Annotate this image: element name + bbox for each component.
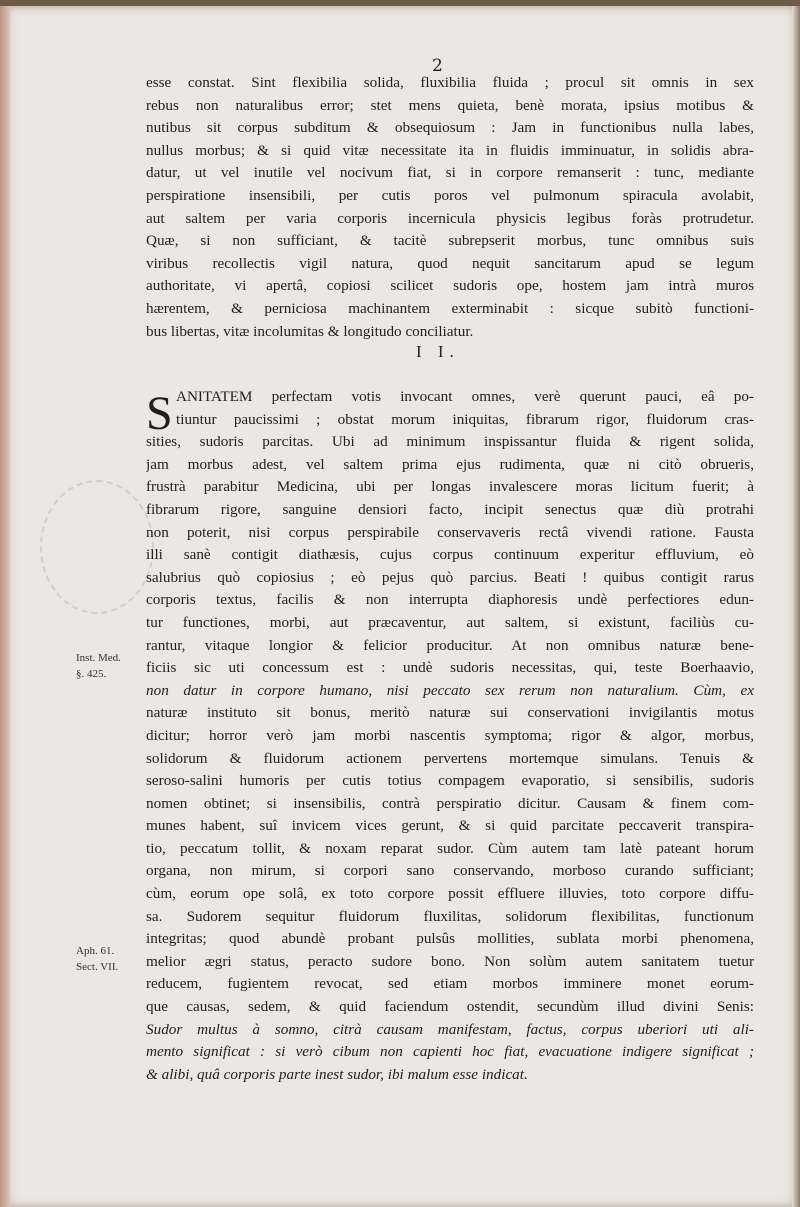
text-line: non poterit, nisi corpus perspirabile conservaveris rectâ vivendi ratione. Fausta [146, 523, 754, 541]
text-line: ficiis sic uti concessum est : undè sudoris necessitas, qui, teste Boerhaavio, [146, 659, 754, 677]
margin-note-citation [76, 650, 121, 682]
text-line: naturæ instituto sit bonus, meritò naturæ sui conservationi invigilantis motus [146, 704, 754, 722]
margin-note-aphorism [76, 943, 118, 975]
library-stamp [40, 480, 154, 614]
text-line: reducem, fugientem revocat, sed etiam morbos imminere monet eorum- [146, 975, 754, 993]
text-line: nomen obtinet; si insensibilis, contrà perspiratio dicitur. Causam & finem com- [146, 794, 754, 812]
text-line: frustrà parabitur Medicina, ubi per longas invalescere moras licitum fuerit; à [146, 478, 754, 496]
text-line: nullus morbus; & si quid vitæ necessitate ita in fluidis imminuatur, in solidis abra- [146, 141, 754, 159]
text-line: perspiratione insensibili, per cutis poros vel pulmonum spiracula avolabit, [146, 186, 754, 204]
text-line: melior ægri status, peracto sudore bono. Non solùm autem sanitatem tuetur [146, 952, 754, 970]
text-line: salubrius quò copiosius ; eò pejus quò parcius. Beati ! quibus contigit rarus [146, 568, 754, 586]
text-line: munes habent, suî invicem vices gerunt, & si quid parcitate peccaverit transpira- [146, 817, 754, 835]
margin-note-line: Aph. 61. [76, 945, 115, 957]
text-line: mento significat : si verò cibum non capienti hoc fiat, evacuatione indigere significat ; [146, 1043, 754, 1061]
text-line: Sudor multus à somno, citrà causam manifestam, factus, corpus uberiori uti ali- [146, 1020, 754, 1038]
text-line: rebus non naturalibus error; stet mens quieta, benè morata, ipsius motibus & [146, 96, 754, 114]
margin-note-line: §. 425. [76, 668, 107, 680]
page-right-edge [792, 6, 800, 1207]
margin-note-line: Sect. VII. [76, 961, 119, 973]
text-line: sa. Sudorem sequitur fluidorum fluxilitas, solidorum flexibilitas, functionum [146, 907, 754, 925]
text-line: ANITATEM perfectam votis invocant omnes, verè querunt pauci, eâ po- [176, 388, 754, 405]
text-line: authoritate, vi apertâ, copiosi scilicet sudoris ope, hostem jam intrà muros [146, 277, 754, 295]
intro-paragraph [146, 72, 754, 343]
page-left-edge [0, 6, 10, 1207]
text-line: seroso-salini humoris per cutis totius compagem evaporatio, si sensibilis, sudoris [146, 772, 754, 790]
text-line: cùm, eorum ope solâ, ex toto corpore possit effluere illuvies, toto corpore diffu- [146, 885, 754, 903]
text-line: datur, ut vel inutile vel nocivum fiat, si in corpore remanserit : tunc, mediante [146, 164, 754, 182]
text-line: que causas, sedem, & quid faciendum ostendit, secundùm illud divini Senis: [146, 998, 754, 1016]
text-line: esse constat. Sint flexibilia solida, fluxibilia fluida ; procul sit omnis in sex [146, 74, 754, 91]
text-line: sities, sudoris parcitas. Ubi ad minimum inspissantur fluida & rigent solida, [146, 433, 754, 451]
text-line: viribus recollectis vigil natura, quod nequit sancitarum apud se legum [146, 254, 754, 272]
text-line: illi sanè contigit diathæsis, cujus corpus continuum experitur effluvium, eò [146, 546, 754, 564]
text-line: rantur, vitaque longior & felicior producitur. At non omnibus naturæ bene- [146, 636, 754, 654]
text-line: integritas; quod abundè probant pulsûs mollities, sublata morbi phenomena, [146, 930, 754, 948]
page-number: 2 [432, 56, 443, 76]
text-line: corporis textus, facilis & non interrupta diaphoresis undè perfectiores edun- [146, 591, 754, 609]
text-line: Quæ, si non sufficiant, & tacitè subrepserit morbus, tunc omnibus suis [146, 232, 754, 250]
text-line: hærentem, & perniciosa machinantem exterminabit : sicque subitò functioni- [146, 299, 754, 317]
text-line: & alibi, quâ corporis parte inest sudor, ibi malum esse indicat. [146, 1065, 528, 1083]
text-line: tiuntur paucissimi ; obstat morum iniquitas, fibrarum rigor, fluidorum cras- [176, 410, 754, 428]
margin-note-line: Inst. Med. [76, 652, 121, 664]
text-line: fibrarum rigore, sanguine densiori facto, incipit senectus quæ diù protrahi [146, 500, 754, 518]
text-line: bus libertas, vitæ incolumitas & longitudo conciliatur. [146, 322, 474, 340]
text-line: dicitur; horror verò jam morbi nascentis symptoma; rigor & algor, morbus, [146, 726, 754, 744]
text-line: tur functiones, morbi, aut præcaventur, aut saltem, si existunt, faciliùs cu- [146, 613, 754, 631]
text-line: jam morbus adest, vel saltem prima ejus rudimenta, quæ ni citò obrueris, [146, 455, 754, 473]
text-line: organa, non mirum, si corpori sano conservando, morboso curando sufficiant; [146, 862, 754, 880]
text-line: non datur in corpore humano, nisi peccato sex rerum non naturalium. Cùm, ex [146, 681, 754, 699]
section-heading: I I. [416, 342, 460, 361]
drop-cap: S [146, 387, 173, 440]
text-line: tio, peccatum tollit, & noxam reparat sudor. Cùm autem tam latè pateant horum [146, 839, 754, 857]
text-line: aut saltem per varia corporis incernicula physicis legibus foràs protrudetur. [146, 209, 754, 227]
text-line: solidorum & fluidorum actionem pervertens mortemque simulans. Tenuis & [146, 749, 754, 767]
text-line: nutibus sit corpus subditum & obsequiosum : Jam in functionibus nulla labes, [146, 119, 754, 137]
main-paragraph [146, 386, 754, 1086]
